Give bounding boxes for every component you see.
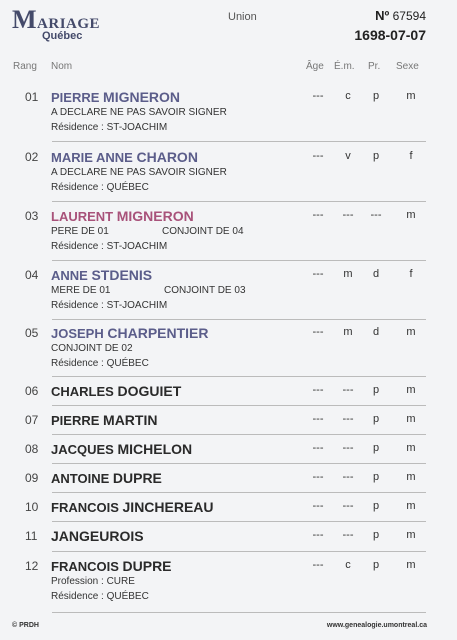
- row-divider: [52, 405, 426, 406]
- em-value: ---: [342, 442, 354, 454]
- spouse-line: CONJOINT DE 04: [162, 226, 244, 237]
- spouse-line: CONJOINT DE 03: [164, 285, 246, 296]
- pr-value: ---: [370, 209, 382, 221]
- given-name: LAURENT: [51, 209, 114, 224]
- age-value: ---: [312, 90, 324, 102]
- pr-value: p: [372, 559, 380, 571]
- column-header-nom: Nom: [51, 61, 73, 72]
- row-divider: [52, 612, 426, 613]
- given-name: ANTOINE: [51, 471, 110, 486]
- row-divider: [52, 463, 426, 464]
- surname: DOGUIET: [117, 383, 182, 399]
- em-value: ---: [342, 413, 354, 425]
- sexe-value: f: [409, 150, 413, 162]
- em-value: m: [343, 268, 353, 280]
- detail-line: A DECLARE NE PAS SAVOIR SIGNER: [51, 107, 227, 118]
- participant-name: [51, 149, 198, 165]
- column-header-em: É.m.: [334, 61, 355, 72]
- pr-value: p: [372, 442, 380, 454]
- logo-subtitle: Québec: [42, 30, 83, 42]
- rang-value: 11: [25, 529, 38, 543]
- given-name: FRANCOIS: [51, 500, 119, 515]
- row-divider: [52, 551, 426, 552]
- record-type: Union: [228, 11, 257, 23]
- column-header-sexe: Sexe: [396, 61, 419, 72]
- rang-value: 09: [25, 471, 39, 485]
- row-divider: [52, 376, 426, 377]
- rang-value: 01: [25, 90, 39, 104]
- rang-value: 12: [25, 559, 39, 573]
- age-value: ---: [312, 268, 324, 280]
- pr-value: p: [372, 500, 380, 512]
- sexe-value: m: [406, 209, 416, 221]
- number-value: 67594: [392, 9, 426, 23]
- rang-value: 10: [25, 500, 39, 514]
- surname: MARTIN: [103, 412, 158, 428]
- given-name: JACQUES: [51, 442, 114, 457]
- participant-name: [51, 470, 162, 486]
- participant-name: [51, 412, 157, 428]
- surname: MICHELON: [117, 441, 193, 457]
- participant-row: [12, 553, 426, 613]
- pr-value: p: [372, 413, 380, 425]
- age-value: ---: [312, 442, 324, 454]
- column-header-pr: Pr.: [368, 61, 381, 72]
- given-name: MARIE ANNE: [51, 150, 133, 165]
- mariage-logo: Mariage: [12, 5, 101, 34]
- participant-name: [51, 528, 144, 544]
- em-value: c: [345, 559, 351, 571]
- given-name: CHARLES: [51, 384, 114, 399]
- participant-row: [12, 407, 426, 435]
- age-value: ---: [312, 500, 324, 512]
- age-value: ---: [312, 384, 324, 396]
- participant-row: [12, 203, 426, 261]
- rang-value: 06: [25, 384, 39, 398]
- detail-line: Résidence : ST-JOACHIM: [51, 300, 168, 311]
- detail-line: Résidence : ST-JOACHIM: [51, 241, 168, 252]
- em-value: ---: [342, 384, 354, 396]
- surname: STDENIS: [91, 267, 153, 283]
- relation-line: MERE DE 01: [51, 285, 111, 296]
- participant-name: [51, 325, 209, 341]
- pr-value: p: [372, 384, 380, 396]
- number-label: Nº: [375, 8, 390, 23]
- participant-name: [51, 383, 181, 399]
- footer-website[interactable]: www.genealogie.umontreal.ca: [326, 622, 427, 629]
- em-value: ---: [342, 529, 354, 541]
- column-header-rang: Rang: [13, 61, 37, 72]
- sexe-value: m: [406, 442, 416, 454]
- participant-name: [51, 558, 172, 574]
- surname: MIGNERON: [103, 89, 181, 105]
- surname: DUPRE: [122, 558, 172, 574]
- rang-value: 04: [25, 268, 39, 282]
- participant-name: [51, 441, 192, 457]
- surname: JINCHEREAU: [122, 499, 214, 515]
- row-divider: [52, 521, 426, 522]
- given-name: JOSEPH: [51, 326, 104, 341]
- detail-line: CONJOINT DE 02: [51, 343, 133, 354]
- sexe-value: m: [406, 413, 416, 425]
- sexe-value: m: [406, 529, 416, 541]
- pr-value: p: [372, 529, 380, 541]
- participant-name: [51, 267, 152, 283]
- rang-value: 05: [25, 326, 39, 340]
- surname: CHARPENTIER: [107, 325, 209, 341]
- age-value: ---: [312, 529, 324, 541]
- participant-row: [12, 144, 426, 202]
- participant-row: [12, 262, 426, 320]
- age-value: ---: [312, 471, 324, 483]
- participant-row: [12, 378, 426, 406]
- pr-value: p: [372, 150, 380, 162]
- detail-line: Résidence : QUÉBEC: [51, 591, 149, 602]
- surname: CHARON: [136, 149, 198, 165]
- sexe-value: m: [406, 500, 416, 512]
- participant-name: [51, 208, 194, 224]
- detail-line: Résidence : QUÉBEC: [51, 358, 149, 369]
- given-name: FRANCOIS: [51, 559, 119, 574]
- given-name: PIERRE: [51, 90, 100, 105]
- pr-value: d: [372, 326, 380, 338]
- detail-line: Résidence : QUÉBEC: [51, 182, 149, 193]
- participant-row: [12, 84, 426, 142]
- detail-line: Profession : CURE: [51, 576, 135, 587]
- em-value: c: [345, 90, 351, 102]
- sexe-value: m: [406, 326, 416, 338]
- sexe-value: f: [409, 268, 413, 280]
- age-value: ---: [312, 559, 324, 571]
- participant-row: [12, 320, 426, 377]
- age-value: ---: [312, 209, 324, 221]
- rang-value: 08: [25, 442, 39, 456]
- row-divider: [52, 492, 426, 493]
- row-divider: [52, 434, 426, 435]
- relation-line: PERE DE 01: [51, 226, 109, 237]
- sexe-value: m: [406, 559, 416, 571]
- rang-value: 03: [25, 209, 39, 223]
- participant-row: [12, 523, 426, 552]
- footer-copyright: © PRDH: [12, 622, 39, 629]
- column-header-age: Âge: [306, 61, 324, 72]
- surname: DUPRE: [112, 470, 162, 486]
- pr-value: p: [372, 90, 380, 102]
- surname: MIGNERON: [116, 208, 194, 224]
- participant-row: [12, 436, 426, 464]
- participant-name: [51, 499, 214, 515]
- age-value: ---: [312, 413, 324, 425]
- detail-line: Résidence : ST-JOACHIM: [51, 122, 168, 133]
- em-value: v: [345, 150, 351, 162]
- participant-row: [12, 465, 426, 493]
- participant-row: [12, 494, 426, 522]
- row-divider: [52, 141, 426, 142]
- given-name: PIERRE: [51, 413, 100, 428]
- age-value: ---: [312, 326, 324, 338]
- sexe-value: m: [406, 471, 416, 483]
- record-number: [375, 8, 426, 23]
- em-value: ---: [342, 500, 354, 512]
- pr-value: d: [372, 268, 380, 280]
- em-value: m: [343, 326, 353, 338]
- pr-value: p: [372, 471, 380, 483]
- surname: JANGEUROIS: [51, 528, 144, 544]
- sexe-value: m: [406, 384, 416, 396]
- em-value: ---: [342, 471, 354, 483]
- record-date: 1698-07-07: [354, 27, 426, 43]
- participant-name: [51, 89, 180, 105]
- em-value: ---: [342, 209, 354, 221]
- given-name: ANNE: [51, 268, 88, 283]
- row-divider: [52, 260, 426, 261]
- row-divider: [52, 201, 426, 202]
- sexe-value: m: [406, 90, 416, 102]
- rang-value: 07: [25, 413, 39, 427]
- age-value: ---: [312, 150, 324, 162]
- rang-value: 02: [25, 150, 39, 164]
- detail-line: A DECLARE NE PAS SAVOIR SIGNER: [51, 167, 227, 178]
